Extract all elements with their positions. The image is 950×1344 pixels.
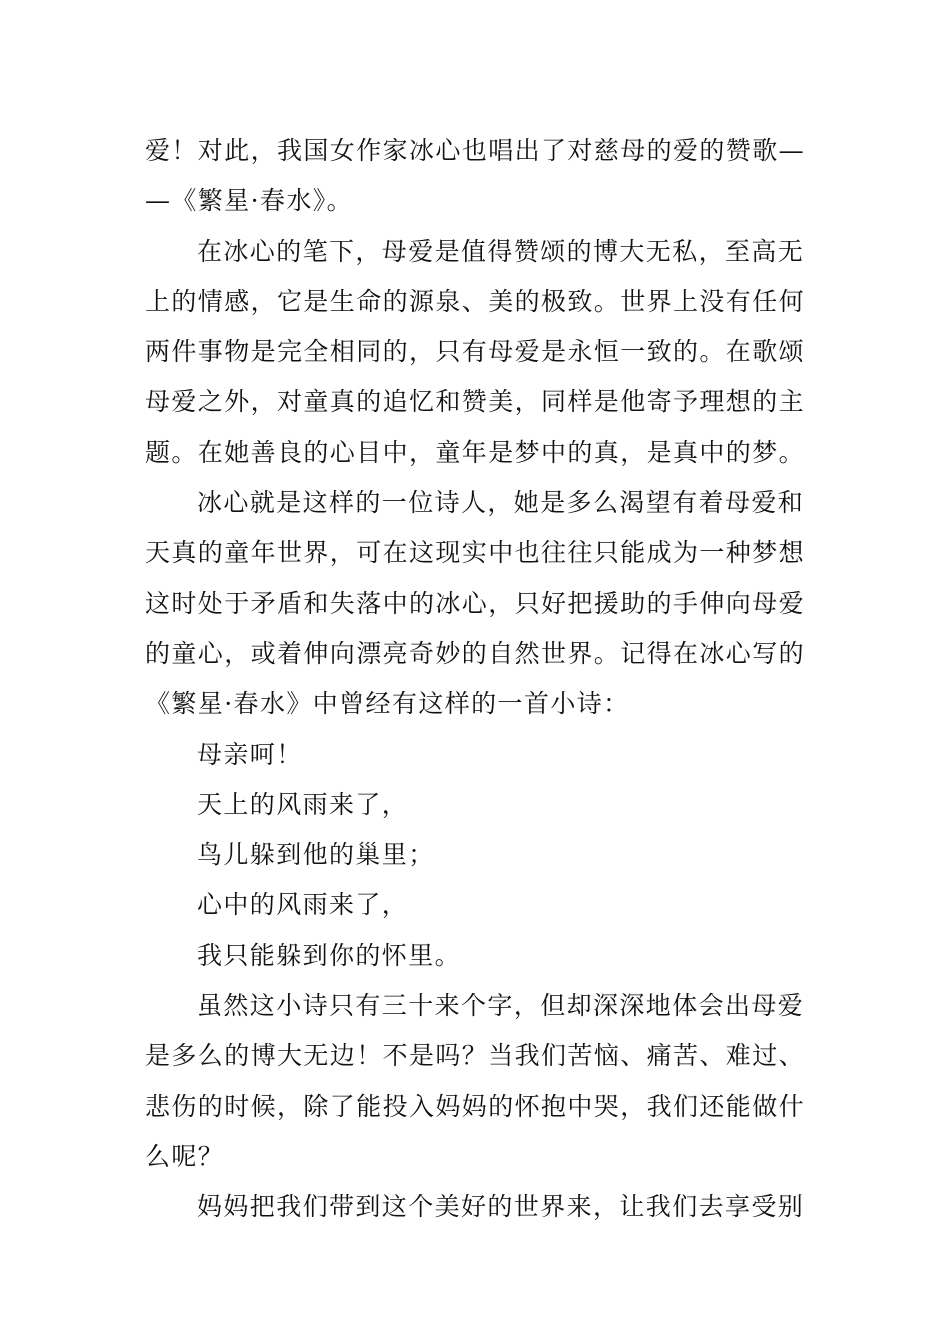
text-line: 《繁星·春水》中曾经有这样的一首小诗： <box>145 689 630 719</box>
text-line: 虽然这小诗只有三十来个字，但却深深地体会出母爱 <box>197 991 805 1021</box>
text-line: 悲伤的时候，除了能投入妈妈的怀抱中哭，我们还能做什 <box>145 1091 806 1121</box>
text-line: 两件事物是完全相同的，只有母爱是永恒一致的。在歌颂 <box>145 337 806 367</box>
text-line: 冰心就是这样的一位诗人，她是多么渴望有着母爱和 <box>197 488 805 518</box>
text-line: 题。在她善良的心目中，童年是梦中的真，是真中的梦。 <box>145 437 806 467</box>
text-line: 天真的童年世界，可在这现实中也往往只能成为一种梦想 <box>145 538 806 568</box>
text-line: 上的情感，它是生命的源泉、美的极致。世界上没有任何 <box>145 286 806 316</box>
text-line: 的童心，或着伸向漂亮奇妙的自然世界。记得在冰心写的 <box>145 638 806 668</box>
text-line: 么呢？ <box>145 1141 225 1171</box>
text-line: 是多么的博大无边！不是吗？当我们苦恼、痛苦、难过、 <box>145 1041 806 1071</box>
text-line: 这时处于矛盾和失落中的冰心，只好把援助的手伸向母爱 <box>145 588 806 618</box>
text-line: 母亲呵！ <box>197 739 303 769</box>
text-line: 母爱之外，对童真的追忆和赞美，同样是他寄予理想的主 <box>145 387 806 417</box>
text-line: 我只能躲到你的怀里。 <box>197 940 462 970</box>
document-body <box>145 126 810 1233</box>
text-line: 天上的风雨来了， <box>197 789 409 819</box>
text-line: 妈妈把我们带到这个美好的世界来，让我们去享受别 <box>197 1192 805 1222</box>
text-line: 爱！对此，我国女作家冰心也唱出了对慈母的爱的赞歌— <box>145 136 806 165</box>
text-line: —《繁星·春水》。 <box>145 186 354 216</box>
text-line: 鸟儿躲到他的巢里； <box>197 840 435 870</box>
text-line: 心中的风雨来了， <box>197 890 409 920</box>
text-line: 在冰心的笔下，母爱是值得赞颂的博大无私，至高无 <box>197 236 805 266</box>
